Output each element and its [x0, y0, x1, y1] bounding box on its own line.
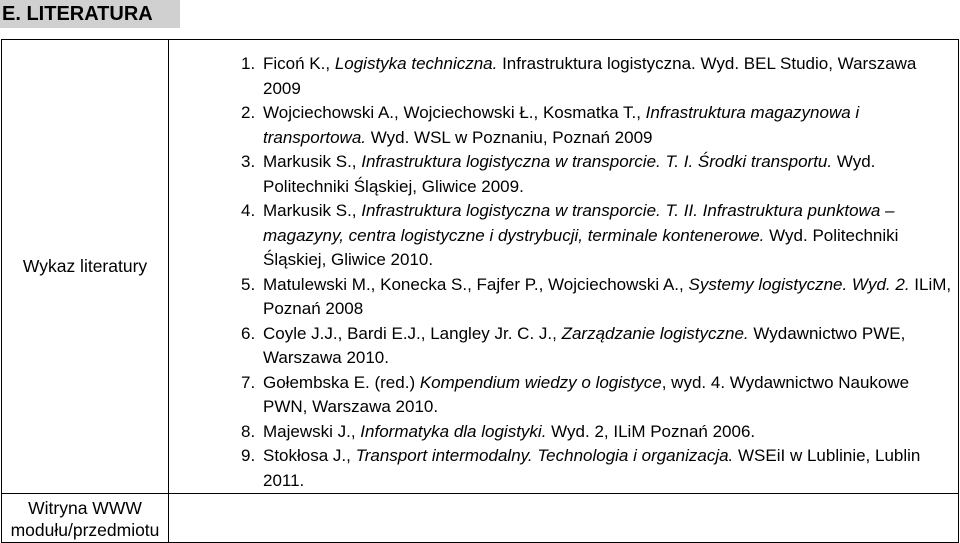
section-heading: E. LITERATURA	[0, 0, 180, 28]
table-row-literature	[2, 40, 959, 494]
list-item	[241, 444, 958, 493]
reference-text: WSEiI w Lublinie, Lublin 2011.	[263, 446, 921, 490]
reference-text: Gołembska E. (red.)	[263, 372, 420, 392]
reference-text: , wyd. 4. Wydawnictwo Naukowe PWN, Warszawa 2010.	[263, 372, 910, 416]
reference-title: Transport intermodalny. Technologia i organizacja.	[355, 446, 734, 465]
website-label	[2, 494, 169, 543]
table-row-website	[2, 494, 959, 543]
reference-title: Systemy logistyczne. Wyd. 2.	[688, 274, 910, 294]
literature-label: Wykaz literatury	[2, 40, 169, 494]
website-content	[169, 494, 959, 543]
website-label-line-1: Witryna WWW	[28, 498, 142, 518]
list-item	[241, 420, 958, 445]
list-item-number: 1.	[241, 54, 256, 73]
reference-text: Majewski J.,	[263, 421, 361, 441]
list-item	[241, 322, 958, 371]
reference-text: Wydawnictwo PWE, Warszawa 2010.	[263, 323, 906, 367]
list-item-number: 6.	[241, 323, 256, 343]
reference-title: Infrastruktura magazynowa i transportowa.	[263, 103, 860, 147]
reference-text: Matulewski M., Konecka S., Fajfer P., Wojciechowski A.,	[263, 274, 689, 294]
list-item-number: 5.	[241, 274, 256, 294]
reference-text: Ficoń K.,	[263, 54, 335, 73]
list-item-number: 8.	[241, 421, 256, 441]
reference-text: ILiM, Poznań 2008	[263, 274, 952, 318]
literature-table	[1, 39, 959, 543]
reference-title: Informatyka dla logistyki.	[360, 421, 547, 441]
list-item-number: 3.	[241, 152, 256, 171]
list-item	[241, 150, 958, 199]
list-item	[241, 199, 958, 273]
reference-text: Wyd. Politechniki Śląskiej, Gliwice 2009.	[263, 152, 876, 196]
reference-title: Infrastruktura logistyczna w transporcie. T. II. Infrastruktura punktowa – magazyny, centra logistyczne i dystrybucji, terminale kontenerowe.	[263, 201, 895, 245]
list-item-number: 7.	[241, 372, 256, 392]
reference-text: Infrastruktura logistyczna. Wyd. BEL Studio, Warszawa 2009	[263, 54, 917, 98]
list-item	[241, 371, 958, 420]
reference-list	[169, 52, 958, 493]
list-item	[241, 52, 958, 101]
list-item-number: 4.	[241, 201, 256, 220]
reference-title: Logistyka techniczna.	[334, 54, 498, 73]
list-item-number: 2.	[241, 103, 256, 122]
reference-text: Markusik S.,	[263, 201, 362, 220]
list-item	[241, 273, 958, 322]
list-item	[241, 101, 958, 150]
reference-title: Kompendium wiedzy o logistyce	[419, 372, 662, 392]
list-item-number: 9.	[241, 446, 256, 465]
reference-text: Wyd. WSL w Poznaniu, Poznań 2009	[366, 127, 653, 147]
reference-text: Markusik S.,	[263, 152, 362, 171]
website-label-line-2: modułu/przedmiotu	[10, 520, 160, 540]
reference-text: Coyle J.J., Bardi E.J., Langley Jr. C. J.,	[263, 323, 562, 343]
reference-text: Stokłosa J.,	[263, 446, 356, 465]
reference-title: Infrastruktura logistyczna w transporcie. T. I. Środki transportu.	[361, 152, 833, 171]
reference-text: Wojciechowski A., Wojciechowski Ł., Kosmatka T.,	[263, 103, 646, 122]
reference-title: Zarządzanie logistyczne.	[561, 323, 749, 343]
reference-text: Wyd. 2, ILiM Poznań 2006.	[546, 421, 756, 441]
literature-content	[169, 40, 959, 494]
reference-text: Wyd. Politechniki Śląskiej, Gliwice 2010.	[263, 225, 899, 269]
